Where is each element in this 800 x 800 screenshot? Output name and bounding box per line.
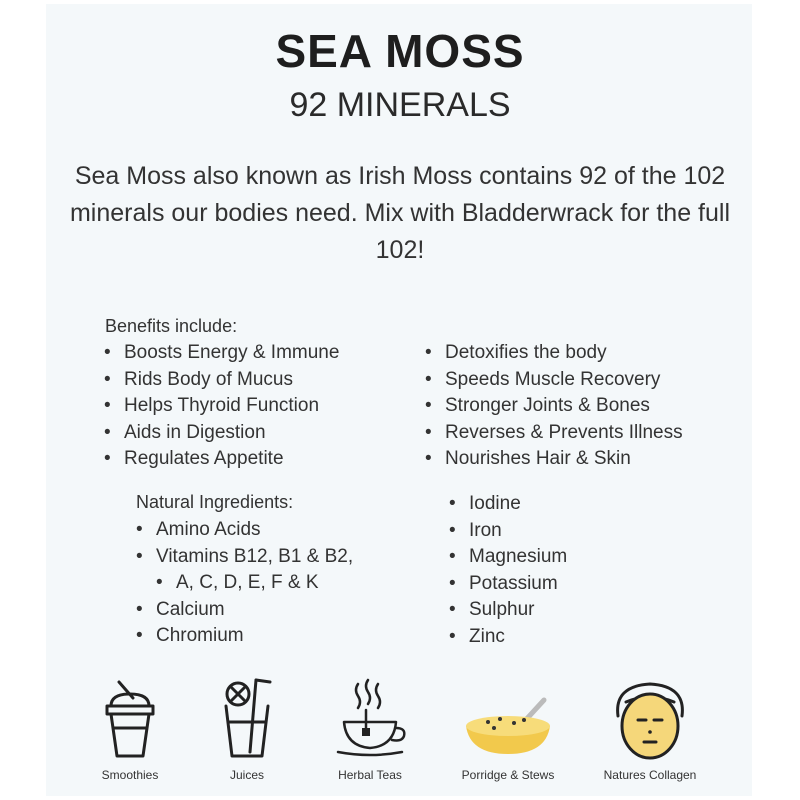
tea-cup-icon — [310, 676, 430, 760]
list-item: • Aids in Digestion — [104, 420, 339, 447]
list-item: • Reverses & Prevents Illness — [425, 420, 683, 447]
bowl-icon — [448, 676, 568, 760]
use-label-smoothies: Smoothies — [101, 768, 159, 782]
list-item: • Helps Thyroid Function — [104, 393, 339, 420]
list-item: • Iodine — [449, 491, 567, 518]
list-item: • Magnesium — [449, 544, 567, 571]
list-item: • Nourishes Hair & Skin — [425, 446, 683, 473]
list-item: • Amino Acids — [136, 517, 353, 544]
list-item: • Speeds Muscle Recovery — [425, 367, 683, 394]
benefits-list-left — [104, 340, 339, 473]
ingredients-heading: Natural Ingredients: — [136, 492, 294, 512]
ingredients-list-right — [449, 491, 567, 650]
benefits-heading: Benefits include: — [105, 316, 238, 336]
smoothie-cup-icon — [70, 676, 190, 760]
list-item-text: A, C, D, E, F & K — [176, 572, 319, 593]
list-item: • Regulates Appetite — [104, 446, 339, 473]
list-item: • Boosts Energy & Immune — [104, 340, 339, 367]
list-item-continuation — [136, 570, 353, 597]
list-item: • Detoxifies the body — [425, 340, 683, 367]
use-label-porridge-stews: Porridge & Stews — [461, 768, 555, 782]
list-item: • Potassium — [449, 571, 567, 598]
list-item: • Sulphur — [449, 597, 567, 624]
intro-paragraph: Sea Moss also known as Irish Moss contains 92 of the 102 minerals our bodies need. Mix with Bladderwrack for the full 102! — [69, 162, 731, 264]
ingredients-list-left — [136, 517, 353, 650]
page-title: SEA MOSS — [275, 25, 525, 77]
list-item: • Zinc — [449, 624, 567, 651]
use-label-juices: Juices — [229, 768, 264, 782]
face-mask-icon — [590, 676, 710, 760]
page-subtitle: 92 MINERALS — [289, 86, 511, 124]
list-item: • Stronger Joints & Bones — [425, 393, 683, 420]
benefits-list-right — [425, 340, 683, 473]
list-item: • Chromium — [136, 623, 353, 650]
list-item: • Iron — [449, 518, 567, 545]
list-item: • Calcium — [136, 597, 353, 624]
use-label-herbal-teas: Herbal Teas — [338, 768, 402, 782]
juice-glass-icon — [187, 676, 307, 760]
use-label-natures-collagen: Natures Collagen — [603, 768, 697, 782]
list-item: • Vitamins B12, B1 & B2, — [136, 544, 353, 571]
list-item: • Rids Body of Mucus — [104, 367, 339, 394]
